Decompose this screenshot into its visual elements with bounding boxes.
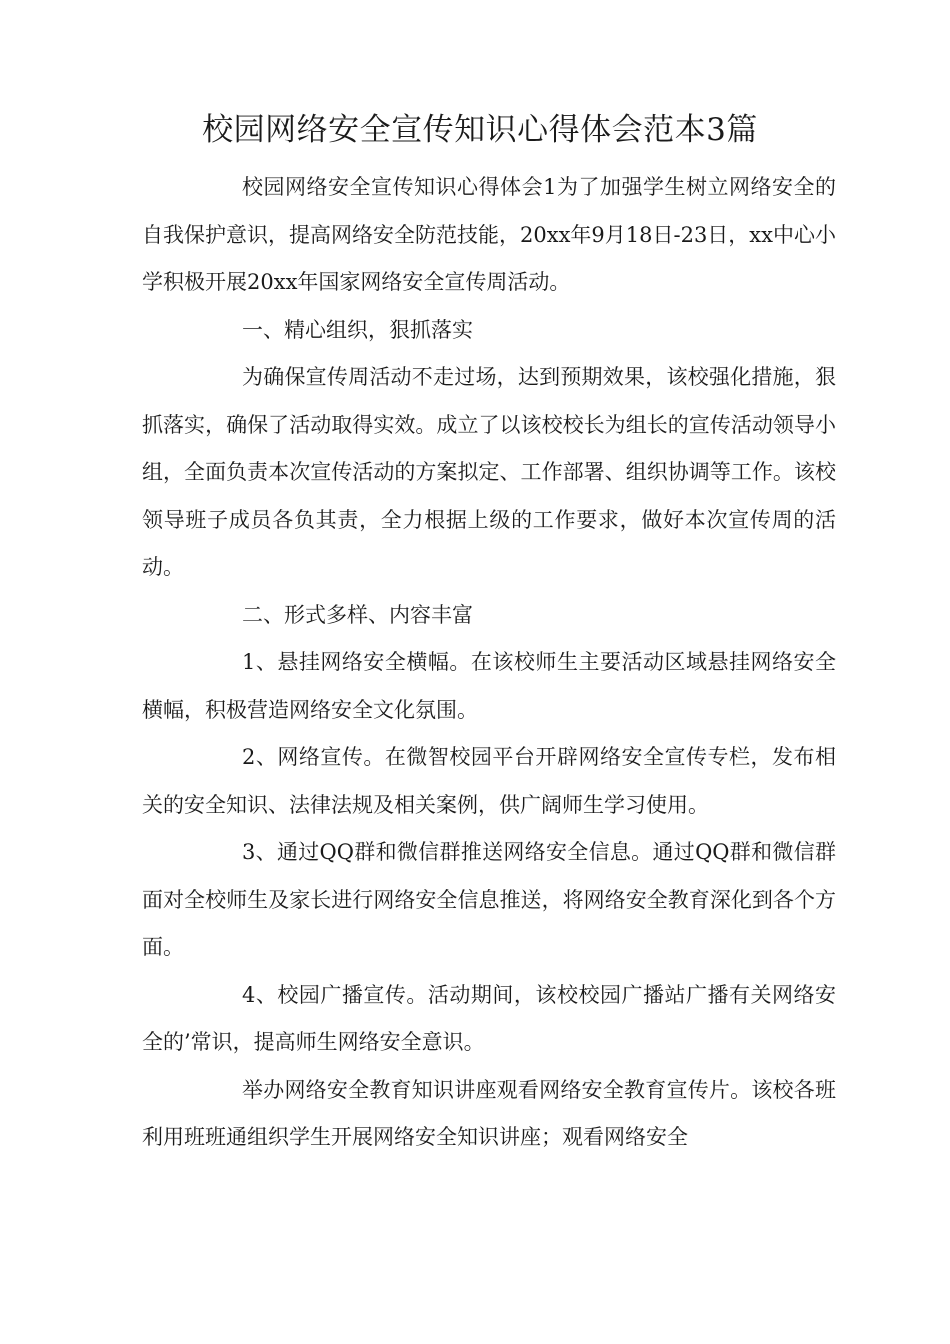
paragraph-item-1: 1、悬挂网络安全横幅。在该校师生主要活动区域悬挂网络安全横幅，积极营造网络安全文化氛围。 [142, 650, 836, 722]
section-heading-2: 二、形式多样、内容丰富 [242, 602, 473, 627]
paragraph-lecture: 举办网络安全教育知识讲座观看网络安全教育宣传片。该校各班利用班班通组织学生开展网络安全知识讲座；观看网络安全 [142, 1077, 836, 1149]
paragraph-intro: 校园网络安全宣传知识心得体会1为了加强学生树立网络安全的自我保护意识，提高网络安全防范技能，20xx年9月18日-23日，xx中心小学积极开展20xx年国家网络安全宣传周活动。 [142, 175, 836, 294]
section-heading-1: 一、精心组织，狠抓落实 [242, 317, 473, 342]
document-title: 校园网络安全宣传知识心得体会范本3篇 [202, 112, 758, 148]
paragraph-organization: 为确保宣传周活动不走过场，达到预期效果，该校强化措施，狠抓落实，确保了活动取得实效。成立了以该校校长为组长的宣传活动领导小组，全面负责本次宣传活动的方案拟定、工作部署、组织协调等工作。该校领导班子成员各负其责，全力根据上级的工作要求，做好本次宣传周的活动。 [142, 365, 836, 579]
document-body [142, 164, 836, 1162]
paragraph-item-4: 4、校园广播宣传。活动期间，该校校园广播站广播有关网络安全的’常识，提高师生网络安全意识。 [142, 982, 836, 1054]
paragraph-item-3: 3、通过QQ群和微信群推送网络安全信息。通过QQ群和微信群面对全校师生及家长进行网络安全信息推送，将网络安全教育深化到各个方面。 [142, 840, 836, 959]
paragraph-item-2: 2、网络宣传。在微智校园平台开辟网络安全宣传专栏，发布相关的安全知识、法律法规及相关案例，供广阔师生学习使用。 [142, 745, 836, 817]
